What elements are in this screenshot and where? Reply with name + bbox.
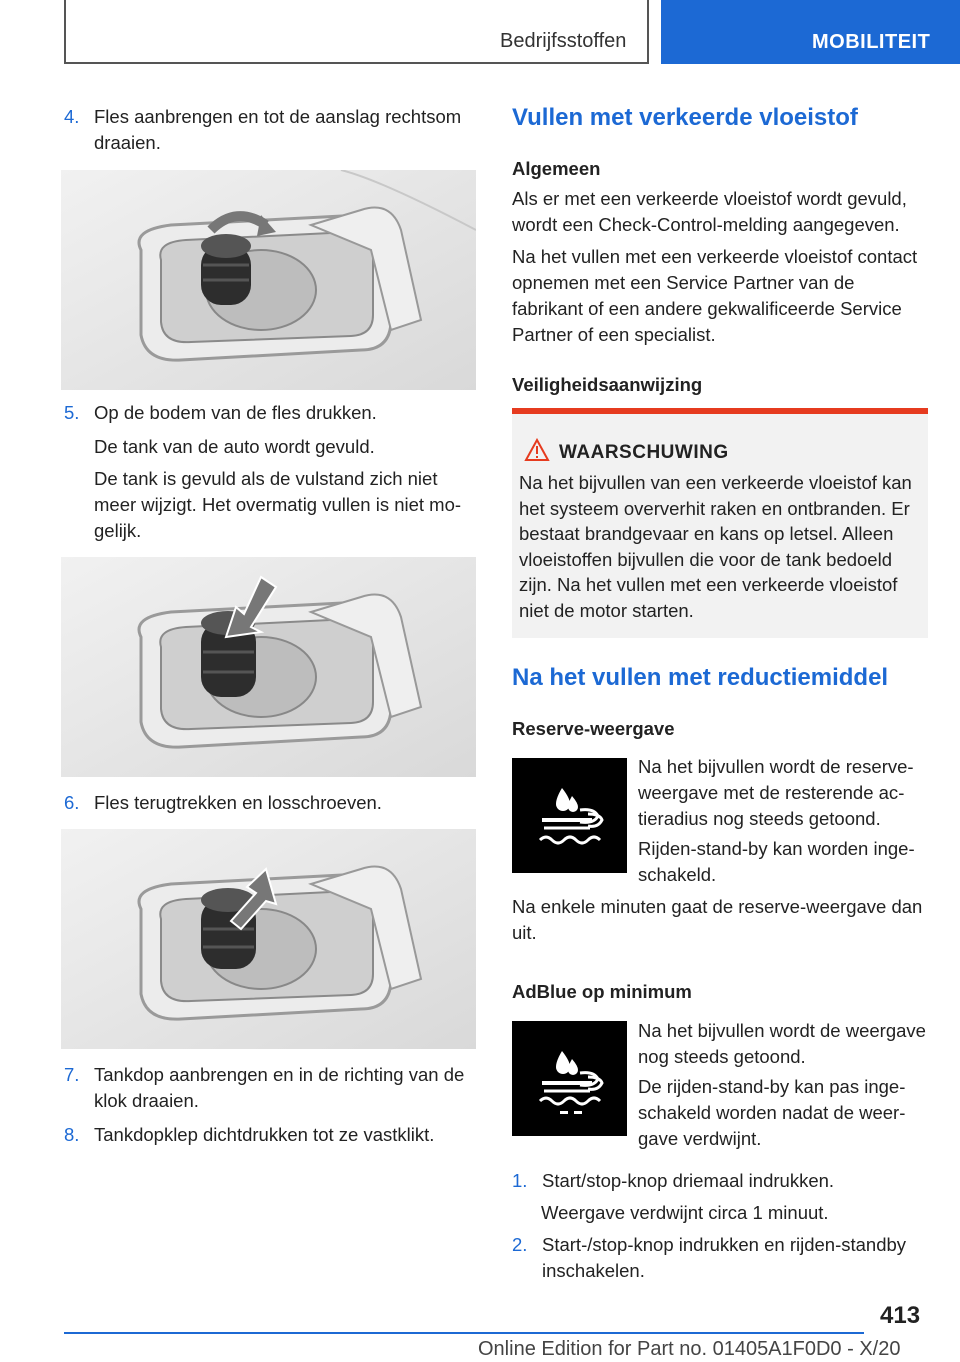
- heading-reserve-display: Reserve-weergave: [512, 718, 675, 739]
- step-text: Tankdopklep dichtdrukken tot ze vastklikt.: [94, 1124, 435, 1145]
- step-text: Op de bodem van de fles drukken.: [94, 402, 377, 423]
- step-5: [64, 400, 476, 430]
- figure-bottle-push: [61, 557, 476, 777]
- header-section-title: Bedrijfsstoffen: [500, 30, 627, 52]
- page-number: 413: [880, 1302, 921, 1329]
- filler-illustration-3: [61, 829, 476, 1049]
- heading-general: Algemeen: [512, 158, 601, 179]
- warning-title: WAARSCHUWING: [559, 442, 729, 463]
- step-8: [64, 1122, 476, 1152]
- footer-divider: [64, 1332, 864, 1334]
- step-6: [64, 790, 476, 820]
- step-5-note-1: De tank van de auto wordt gevuld.: [94, 436, 375, 457]
- filler-illustration-2: [61, 557, 476, 777]
- step-7: [64, 1062, 476, 1122]
- figure-bottle-pull: [61, 829, 476, 1049]
- heading-after-fill: Na het vullen met reductiemiddel: [512, 664, 889, 691]
- heading-safety: Veiligheidsaanwijzing: [512, 374, 703, 395]
- step-number: 2.: [512, 1234, 528, 1255]
- header-chapter-label: MOBILITEIT: [812, 31, 931, 53]
- adblue-refill-icon: [512, 758, 627, 873]
- warning-triangle-icon: [524, 438, 550, 462]
- step-text: Start-/stop-knop indrukken en rijden-standby inschakelen.: [542, 1234, 907, 1281]
- adblue-reserve-indicator: [512, 758, 627, 873]
- paragraph-reserve-2: Rijden-stand-by kan worden ingeschakeld.: [638, 838, 915, 885]
- warning-text: Na het bijvullen van een verkeerde vloeistof kan het systeem oververhit raken en ontbranden. Er bestaat brandgevaar en kans op letsel. Alleen vloeistoffen bijvullen die voor de tank bedoeld zijn. Na het vullen met een verkeerde vloeistof niet de motor starten.: [519, 472, 912, 621]
- step-text: Start/stop-knop driemaal indrukken.: [542, 1170, 835, 1191]
- paragraph-minimum-1: Na het bijvullen wordt de weergave nog steeds getoond.: [638, 1020, 926, 1067]
- adblue-minimum-icon: [512, 1021, 627, 1136]
- warning-box: [512, 408, 928, 638]
- paragraph-general-1: Als er met een verkeerde vloeistof wordt gevuld, wordt een Check-Control-melding aangegeven.: [512, 188, 907, 235]
- step-4: [64, 104, 476, 164]
- paragraph-reserve-1: Na het bijvullen wordt de reserveweergave met de resterende actieradius nog steeds getoond.: [638, 756, 914, 829]
- figure-bottle-turn: [61, 170, 476, 390]
- step-number: 8.: [64, 1124, 80, 1145]
- step-number: 5.: [64, 402, 80, 423]
- step-text: Fles terugtrekken en losschroeven.: [94, 792, 382, 813]
- step-1-note: Weergave verdwijnt circa 1 minuut.: [541, 1202, 829, 1223]
- step-text: Tankdop aanbrengen en in de richting van de klok draaien.: [94, 1064, 465, 1111]
- step-2: [512, 1232, 928, 1292]
- step-text: Fles aanbrengen en tot de aanslag rechtsom draaien.: [94, 106, 462, 153]
- paragraph-reserve-3: Na enkele minuten gaat de reserve-weergave dan uit.: [512, 896, 923, 943]
- step-number: 7.: [64, 1064, 80, 1085]
- heading-wrong-fluid: Vullen met verkeerde vloeistof: [512, 104, 858, 131]
- footer-edition: Online Edition for Part no. 01405A1F0D0 - X/20: [478, 1338, 901, 1360]
- paragraph-minimum-2: De rijden-stand-by kan pas ingeschakeld worden nadat de weergave verdwijnt.: [638, 1076, 906, 1149]
- adblue-minimum-indicator: [512, 1021, 627, 1136]
- step-5-note-2: De tank is gevuld als de vulstand zich niet meer wijzigt. Het overmatig vullen is niet mogelijk.: [94, 468, 462, 541]
- filler-illustration-1: [61, 170, 476, 390]
- step-number: 1.: [512, 1170, 528, 1191]
- paragraph-general-2: Na het vullen met een verkeerde vloeistof contact opnemen met een Service Partner van de fabrikant of een andere gekwalificeerde Service Partner of een specialist.: [512, 246, 918, 345]
- step-number: 6.: [64, 792, 80, 813]
- step-number: 4.: [64, 106, 80, 127]
- step-1: [512, 1168, 928, 1198]
- heading-adblue-minimum: AdBlue op minimum: [512, 981, 692, 1002]
